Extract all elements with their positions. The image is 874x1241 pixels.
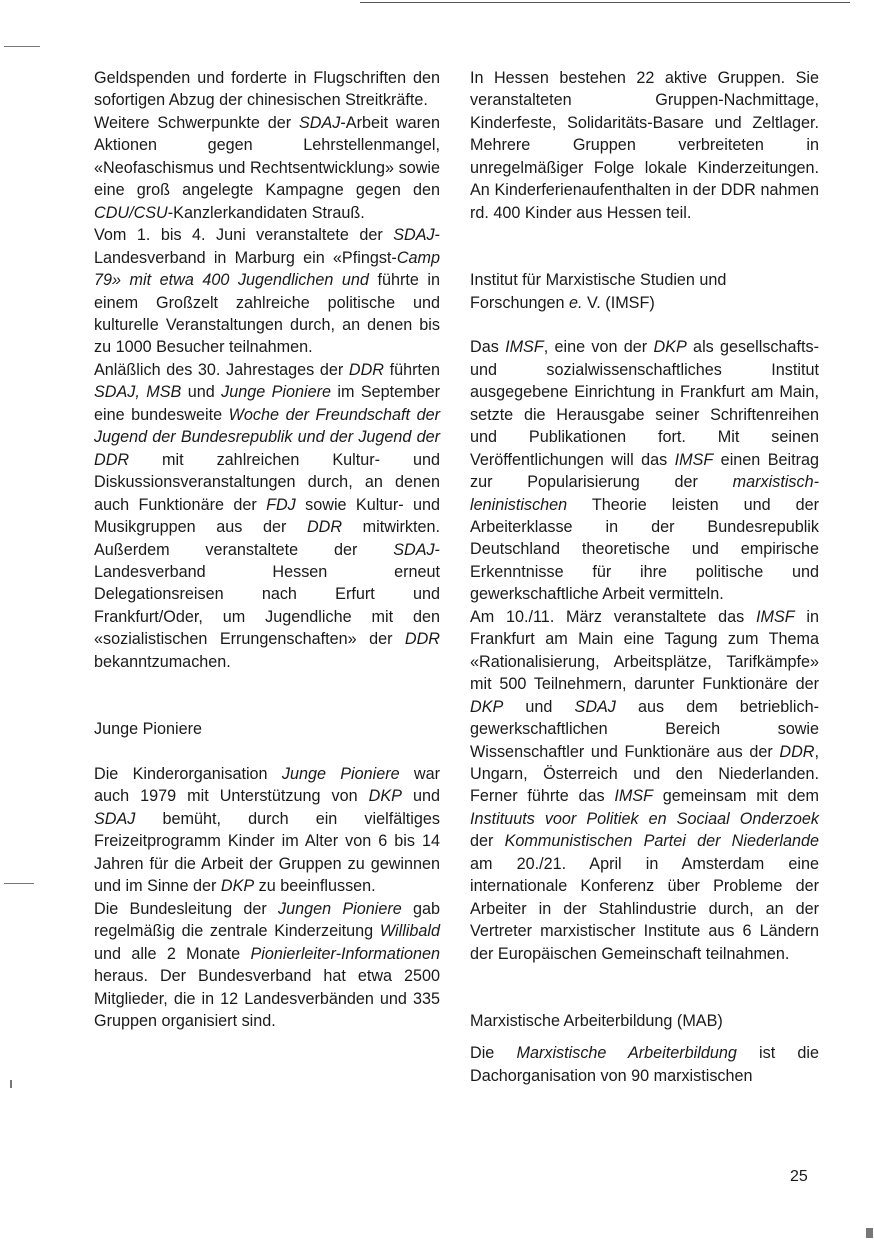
paragraph: Weitere Schwerpunkte der SDAJ-Arbeit waren Aktionen gegen Lehrstellenmangel, «Neofaschismus und Rechtsentwicklung» sowie eine groß angelegte Kampagne gegen den CDU/CSU-Kanzlerkandidaten Strauß.	[94, 113, 441, 222]
paragraph: Am 10./11. März veranstaltete das IMSF in Frankfurt am Main eine Tagung zum Thema «Rationalisierung, Arbeitsplätze, Tarifkämpfe» mit 500 Teilnehmern, darunter Funktionäre der DKP und SDAJ aus dem betrieblich-gewerkschaftlichen Bereich sowie Wissenschaftler und Funktionäre aus der DDR, Ungarn, Österreich und den Niederlanden. Ferner führte das IMSF gemeinsam mit dem Instituuts voor Politiek en Sociaal Onderzoek der Kommunistischen Partei der Niederlande am 20./21. April in Amsterdam eine internationale Konferenz über Probleme der Arbeiter in der Stahlindustrie durch, an der Vertreter marxistischer Institute aus 6 Ländern der Europäischen Gemeinschaft teilnahmen.	[470, 607, 819, 963]
paragraph: Die Bundesleitung der Jungen Pioniere gab regelmäßig die zentrale Kinderzeitung Willibald und alle 2 Monate Pionierleiter-Informationen heraus. Der Bundesverband hat etwa 2500 Mitglieder, die in 12 Landesverbänden und 335 Gruppen organisiert sind.	[94, 899, 441, 1030]
section-heading-junge-pioniere: Junge Pioniere	[94, 720, 202, 739]
scan-mark	[4, 46, 40, 47]
paragraph: Anläßlich des 30. Jahrestages der DDR führten SDAJ, MSB und Junge Pioniere im September eine bundesweite Woche der Freundschaft der Jugend der Bundesrepublik und der Jugend der DDR mit zahlreichen Kultur- und Diskussionsveranstaltungen durch, an denen auch Funktionäre der FDJ sowie Kultur- und Musikgruppen aus der DDR mitwirkten. Außerdem veranstaltete der SDAJ-Landesverband Hessen erneut Delegationsreisen nach Erfurt und Frankfurt/Oder, um Jugendliche mit den «sozialistischen Errungenschaften» der DDR bekanntzumachen.	[94, 360, 440, 671]
section-heading-mab: Marxistische Arbeiterbildung (MAB)	[470, 1011, 723, 1030]
left-column	[94, 67, 440, 1032]
paragraph: Vom 1. bis 4. Juni veranstaltete der SDAJ-Landesverband in Marburg ein «Pfingst-Camp 79» mit etwa 400 Jugendlichen und führte in einem Großzelt zahlreiche politische und kulturelle Veranstaltungen durch, an denen bis zu 1000 Besucher teilnahmen.	[94, 226, 440, 357]
scan-mark	[4, 883, 34, 884]
paragraph: In Hessen bestehen 22 aktive Gruppen. Sie veranstalteten Gruppen-Nachmittage, Kinderfeste, Solidaritäts-Basare und Zeltlager. Mehrere Gruppen verbreiteten in unregelmäßiger Folge lokale Kinderzeitungen. An Kinderferienaufenthalten in der DDR nahmen rd. 400 Kinder aus Hessen teil.	[470, 69, 819, 222]
paragraph: Geldspenden und forderte in Flugschriften den sofortigen Abzug der chinesischen Streitkräfte.	[94, 69, 440, 110]
right-column	[470, 67, 819, 1087]
paragraph: Die Marxistische Arbeiterbildung ist die Dachorganisation von 90 marxistischen	[470, 1044, 819, 1085]
paragraph: Das IMSF, eine von der DKP als gesellschafts- und sozialwissenschaftliches Institut ausgegebene Einrichtung in Frankfurt am Main, setzte die Herausgabe seiner Schriftenreihen und Publikationen fort. Mit seinen Veröffentlichungen will das IMSF einen Beitrag zur Popularisierung der marxistisch-leninistischen Theorie leisten und der Arbeiterklasse in der Bundesrepublik Deutschland theoretische und empirische Erkenntnisse für ihre politische und gewerkschaftliche Arbeit vermitteln.	[470, 338, 820, 604]
top-rule	[360, 2, 850, 3]
scan-mark	[866, 1228, 873, 1238]
paragraph: Die Kinderorganisation Junge Pioniere war auch 1979 mit Unterstützung von DKP und SDAJ bemüht, durch ein vielfältiges Freizeitprogramm Kinder im Alter von 6 bis 14 Jahren für die Arbeit der Gruppen zu gewinnen und im Sinne der DKP zu beeinflussen.	[94, 765, 440, 896]
scan-mark	[10, 1080, 12, 1088]
section-heading-imsf: Institut für Marxistische Studien und Forschungen e. V. (IMSF)	[470, 271, 727, 312]
page-number: 25	[790, 1168, 808, 1185]
